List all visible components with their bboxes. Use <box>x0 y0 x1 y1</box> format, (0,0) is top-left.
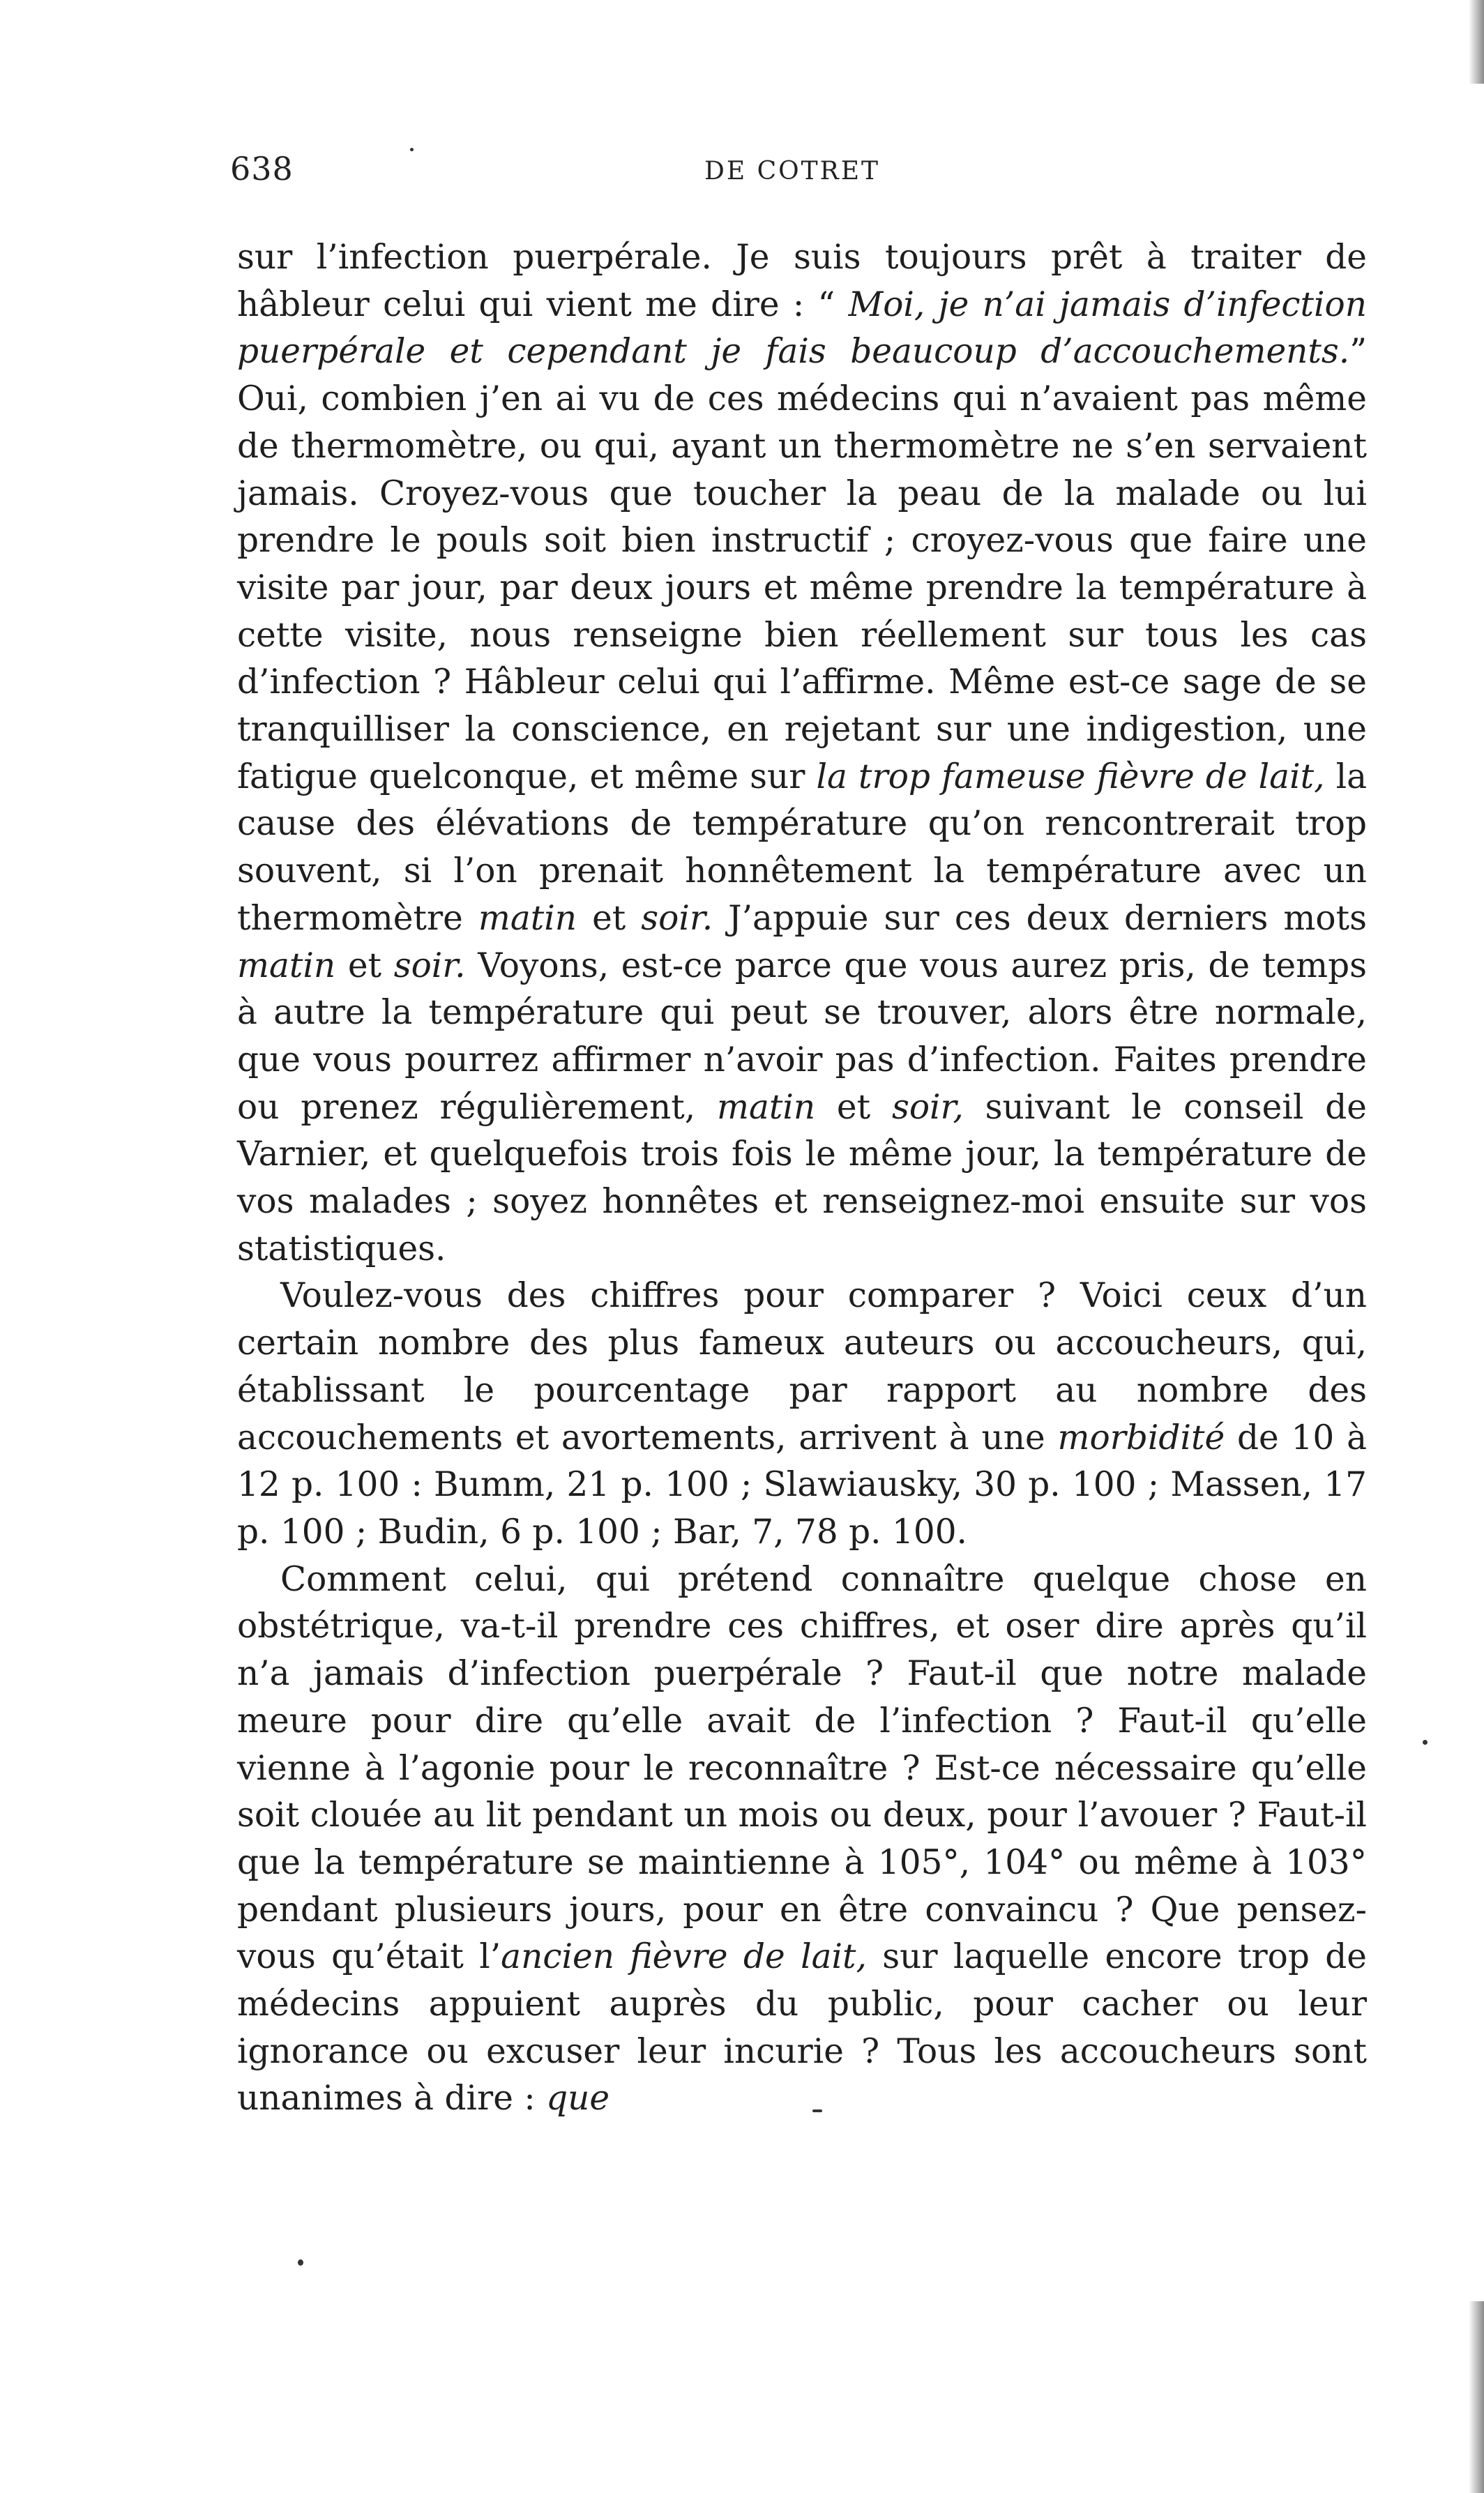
page-header <box>230 150 1374 192</box>
text-run: suivant le conseil de Varnier, et quelquefois trois fois le même jour, la température de vos malades ; soyez honnêtes et renseignez-moi ensuite sur vos statistiques. <box>237 1087 1367 1268</box>
text-run: Comment celui, qui prétend connaître quelque chose en obstétrique, va-t-il prendre ces chiffres, et oser dire après qu’il n’a jamais d’infection puerpérale ? Faut-il que notre malade meure pour dire qu’elle avait de l’infection ? Faut-il qu’elle vienne à l’agonie pour le reconnaître ? Est-ce nécessaire qu’elle soit clouée au lit pendant un mois ou deux, pour l’avouer ? Faut-il que la température se maintienne à 105°, 104° ou même à 103° pendant plusieurs jours, pour en être convaincu ? Que pensez-vous qu’était l’ <box>237 1559 1367 1977</box>
running-title: DE COTRET <box>704 157 881 185</box>
text-run: Voyons, est-ce parce que vous aurez pris, de temps à autre la température qui peut se trouver, alors être normale, que vous pourrez affirmer n’avoir pas d’infection. Faites prendre ou prenez régulièrement, <box>237 946 1367 1127</box>
text-run: sur l’infection puerpérale. Je suis toujours prêt à traiter de hâbleur celui qui vient me dire : “ <box>237 238 1367 324</box>
text-run: sur laquelle encore trop de médecins appuient auprès du public, pour cacher ou leur ignorance ou excuser leur incurie ? Tous les accoucheurs sont unanimes à dire : <box>237 1937 1368 2119</box>
italic-text-run: morbidité <box>1057 1418 1225 1457</box>
text-run: et <box>815 1087 892 1127</box>
italic-text-run: que <box>546 2079 610 2119</box>
text-run: et <box>577 898 642 938</box>
italic-text-run: Moi, je n’ai jamais d’infection puerpérale et cependant je fais beaucoup d’accouchements. <box>237 285 1367 372</box>
italic-text-run: soir, <box>891 1087 964 1127</box>
scan-edge-shadow-bottom <box>1469 2301 1484 2493</box>
text-run: Voulez-vous des chiffres pour comparer ? Voici ceux d’un certain nombre des plus fameux auteurs ou accoucheurs, qui, établissant le pourcentage par rapport au nombre des accouchements et avortements, arrivent à une <box>237 1276 1367 1457</box>
text-run: ” Oui, combien j’en ai vu de ces médecins qui n’avaient pas même de thermomètre, ou qui, ayant un thermomètre ne s’en servaient jamais. Croyez-vous que toucher la peau de la malade ou lui prendre le pouls soit bien instructif ; croyez-vous que faire une visite par jour, par deux jours et même prendre la température à cette visite, nous renseigne bien réellement sur tous les cas d’infection ? Hâbleur celui qui l’affirme. Même est-ce sage de se tranquilliser la conscience, en rejetant sur une indigestion, une fatigue quelconque, et même sur <box>237 332 1367 796</box>
body-text <box>237 234 1367 2123</box>
paragraph <box>237 234 1367 1273</box>
text-run: J’appuie sur ces deux derniers mots <box>713 898 1367 938</box>
italic-text-run: soir. <box>393 946 466 985</box>
scan-edge-shadow-top <box>1469 0 1484 84</box>
italic-text-run: soir. <box>641 898 713 938</box>
italic-text-run: matin <box>478 898 577 938</box>
paragraph <box>237 1273 1367 1556</box>
italic-text-run: matin <box>237 946 336 985</box>
page-number: 638 <box>230 150 294 188</box>
italic-text-run: la trop fameuse fièvre de lait, <box>816 757 1325 796</box>
text-run: de 10 à 12 p. 100 : Bumm, 21 p. 100 ; Slawiausky, 30 p. 100 ; Massen, 17 p. 100 ; Budin, 6 p. 100 ; Bar, 7, 78 p. 100. <box>237 1418 1367 1552</box>
italic-text-run: matin <box>716 1087 816 1127</box>
text-run: et <box>335 946 394 985</box>
text-run: la cause des élévations de température qu’on rencontrerait trop souvent, si l’on prenait honnêtement la température avec un thermomètre <box>237 757 1368 938</box>
scan-speck <box>298 2259 303 2266</box>
paragraph <box>237 1556 1367 2123</box>
italic-text-run: ancien fièvre de lait, <box>501 1937 867 1977</box>
scan-speck <box>1423 1740 1428 1745</box>
